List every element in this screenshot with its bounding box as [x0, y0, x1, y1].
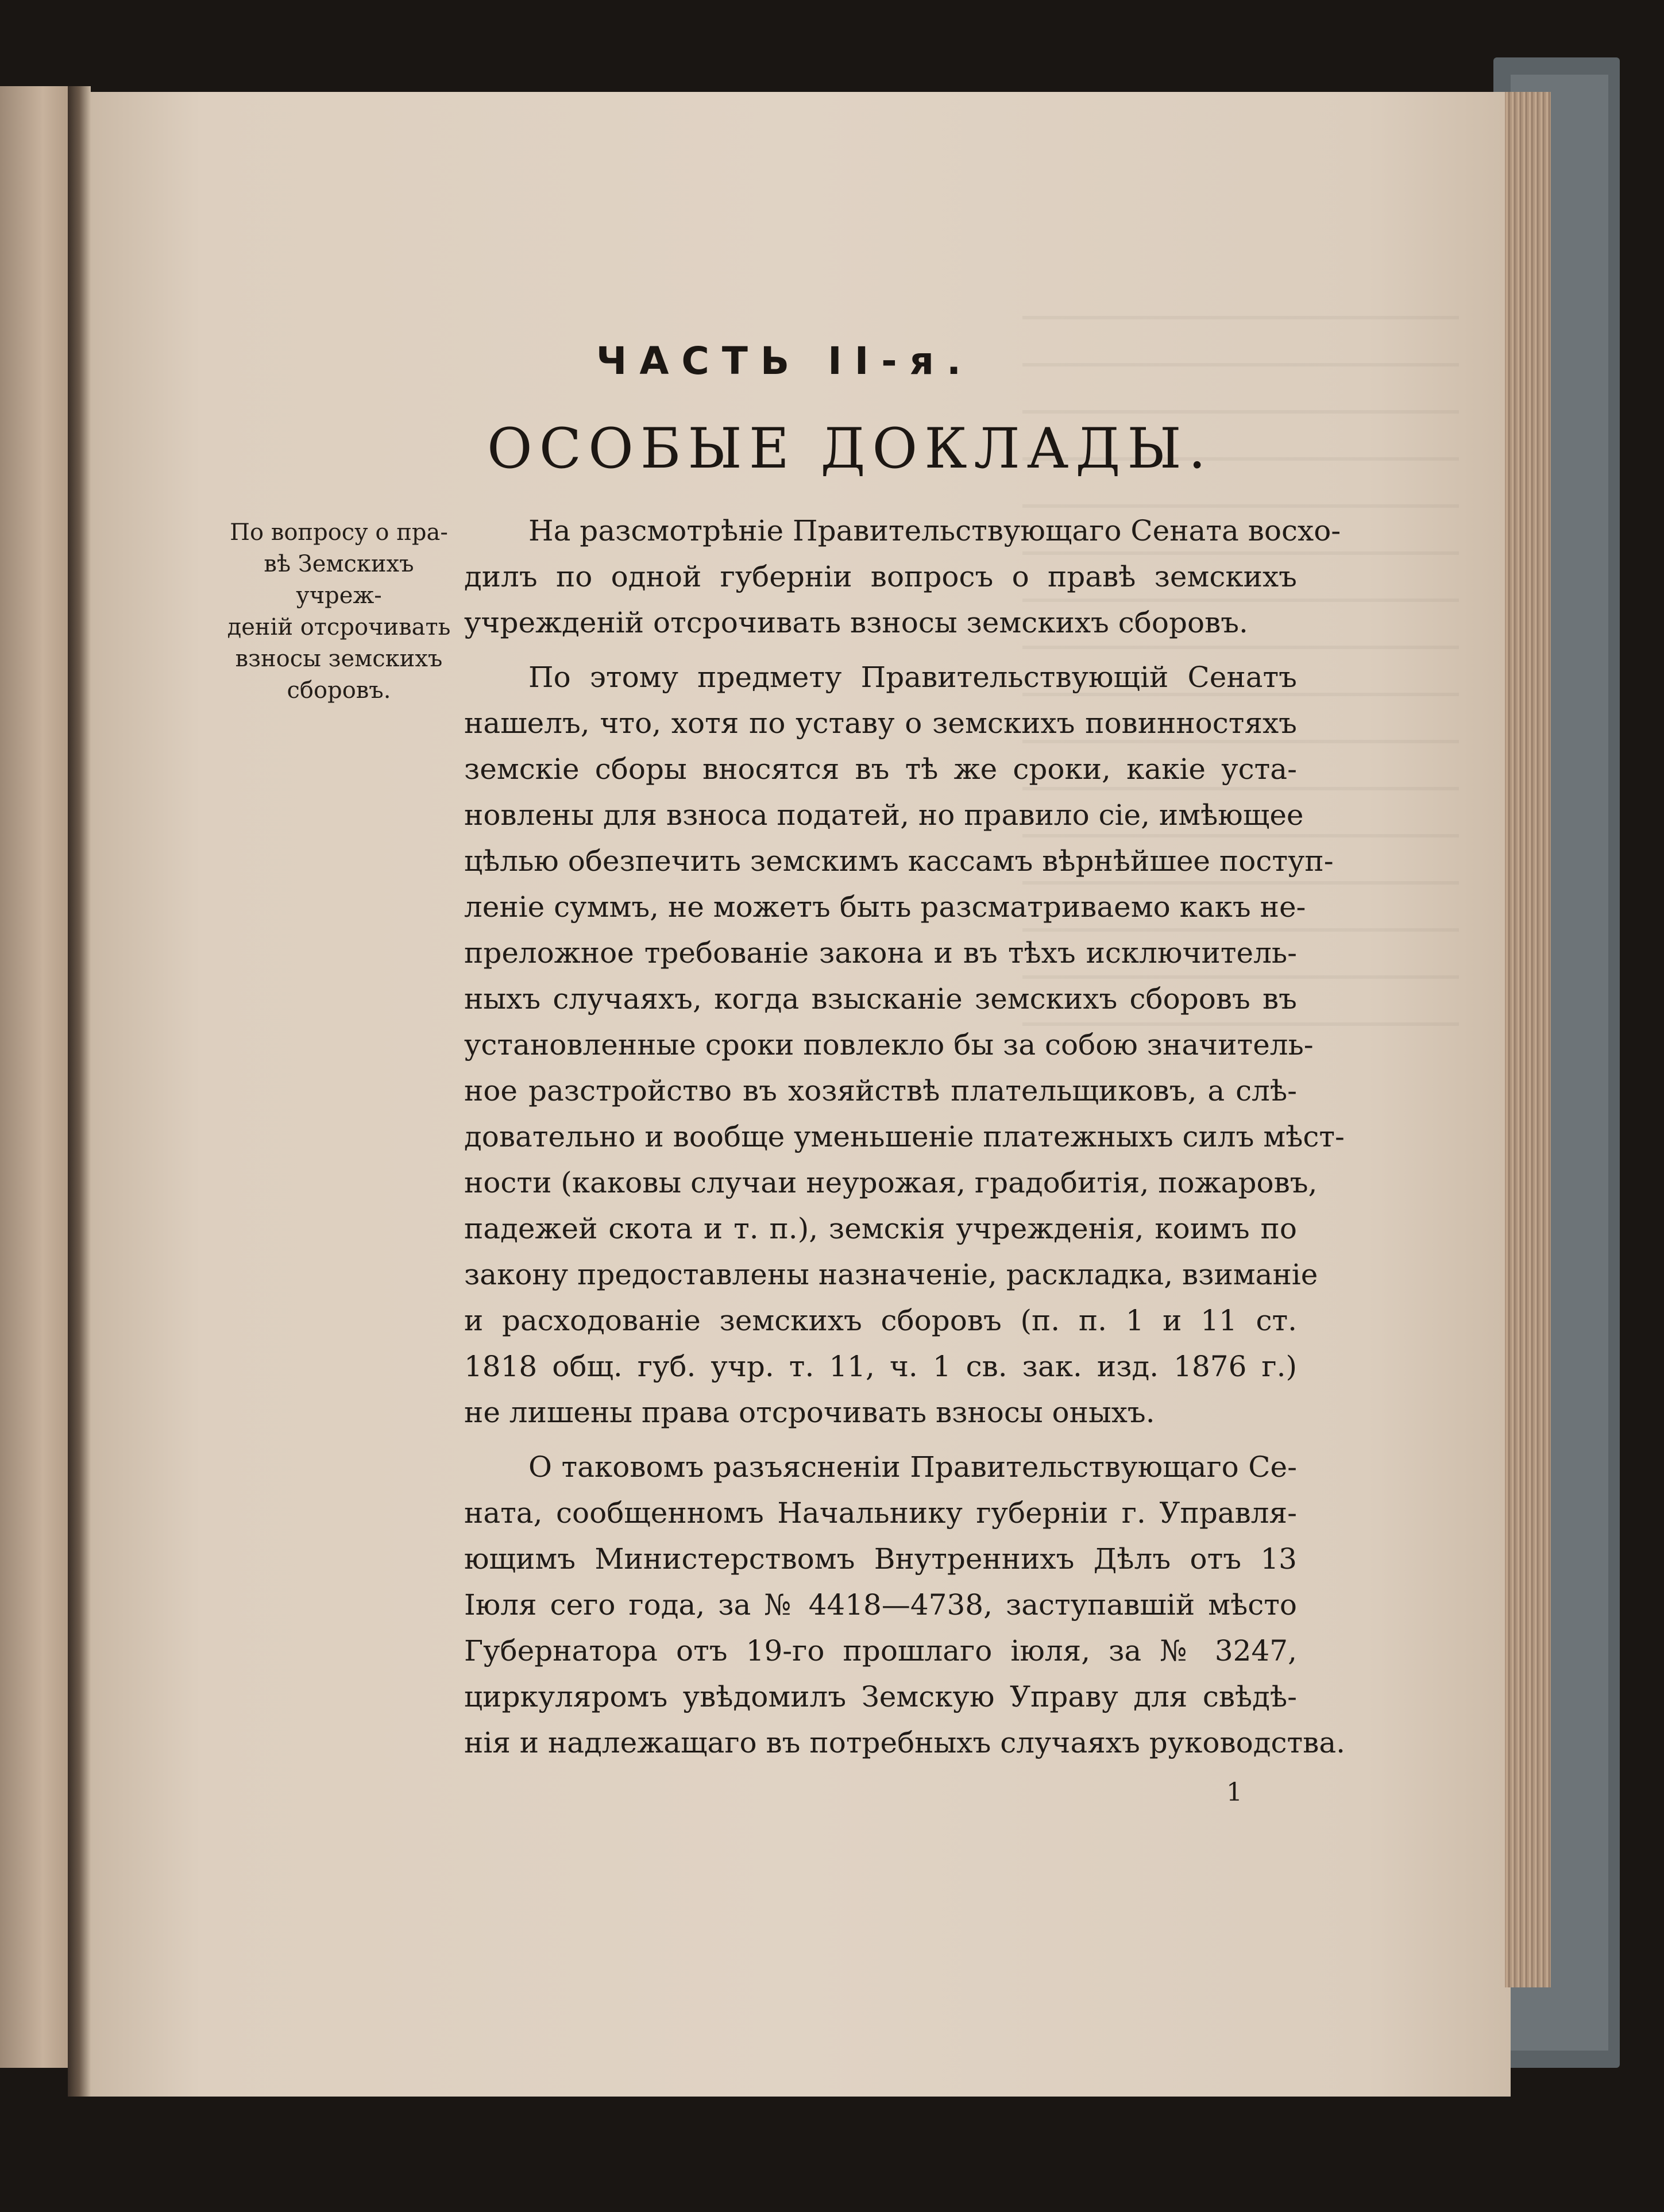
- book-gutter: [68, 86, 91, 2097]
- body-line: закону предоставлены назначеніе, раскладка, взиманіе: [464, 1258, 1318, 1291]
- body-line: новлены для взноса податей, но правило сіе, имѣющее: [464, 798, 1304, 832]
- body-line: установленные сроки повлекло бы за собою значитель-: [464, 1028, 1314, 1061]
- body-line: циркуляромъ увѣдомилъ Земскую Управу для свѣдѣ-: [464, 1680, 1297, 1713]
- body-line: нія и надлежащаго въ потребныхъ случаяхъ руководства.: [464, 1726, 1346, 1759]
- body-line: Губернатора отъ 19-го прошлаго іюля, за № 3247,: [464, 1634, 1297, 1667]
- body-line: ное разстройство въ хозяйствѣ плательщиковъ, а слѣ-: [464, 1074, 1297, 1107]
- body-line: не лишены права отсрочивать взносы оныхъ.: [464, 1396, 1155, 1429]
- body-line: ности (каковы случаи неурожая, градобитія, пожаровъ,: [464, 1166, 1318, 1199]
- body-line: довательно и вообще уменьшеніе платежныхъ силъ мѣст-: [464, 1120, 1345, 1153]
- body-line: дилъ по одной губерніи вопросъ о правѣ земскихъ: [464, 560, 1297, 593]
- body-line: падежей скота и т. п.), земскія учрежденія, коимъ по: [464, 1212, 1297, 1245]
- body-line: учрежденій отсрочивать взносы земскихъ сборовъ.: [464, 606, 1248, 639]
- body-line: О таковомъ разъясненіи Правительствующаго Се-: [528, 1450, 1297, 1484]
- body-line: леніе суммъ, не можетъ быть разсматриваемо какъ не-: [464, 890, 1306, 924]
- body-line: и расходованіе земскихъ сборовъ (п. п. 1 и 11 ст.: [464, 1304, 1297, 1337]
- margin-note-line: По вопросу о пра-: [230, 519, 448, 546]
- page-edges: [1505, 92, 1551, 1987]
- page-number: 1: [1226, 1778, 1242, 1807]
- body-line: По этому предмету Правительствующій Сенатъ: [528, 661, 1297, 694]
- margin-note-line: деній отсрочивать: [227, 614, 451, 640]
- margin-note-line: взносы земскихъ: [235, 646, 443, 672]
- body-line: преложное требованіе закона и въ тѣхъ исключитель-: [464, 936, 1297, 970]
- body-line: ната, сообщенномъ Начальнику губерніи г. Управля-: [464, 1496, 1297, 1530]
- part-heading: ЧАСТЬ II-я.: [596, 339, 974, 383]
- body-line: земскіе сборы вносятся въ тѣ же сроки, какіе уста-: [464, 752, 1297, 786]
- margin-note: [218, 517, 460, 707]
- body-line: нашелъ, что, хотя по уставу о земскихъ повинностяхъ: [464, 707, 1297, 740]
- left-page-edge: [0, 86, 72, 2068]
- body-line: цѣлью обезпечить земскимъ кассамъ вѣрнѣйшее поступ-: [464, 844, 1334, 878]
- margin-note-line: сборовъ.: [287, 677, 391, 704]
- body-line: ющимъ Министерствомъ Внутреннихъ Дѣлъ отъ 13: [464, 1542, 1297, 1576]
- body-line: Іюля сего года, за № 4418—4738, заступавшій мѣсто: [464, 1588, 1297, 1622]
- body-line: ныхъ случаяхъ, когда взысканіе земскихъ сборовъ въ: [464, 982, 1297, 1016]
- section-title: ОСОБЫЕ ДОКЛАДЫ.: [487, 416, 1213, 481]
- body-line: На разсмотрѣніе Правительствующаго Сената восхо-: [528, 514, 1341, 547]
- body-line: 1818 общ. губ. учр. т. 11, ч. 1 св. зак. изд. 1876 г.): [464, 1350, 1297, 1383]
- margin-note-line: вѣ Земскихъ учреж-: [264, 551, 414, 609]
